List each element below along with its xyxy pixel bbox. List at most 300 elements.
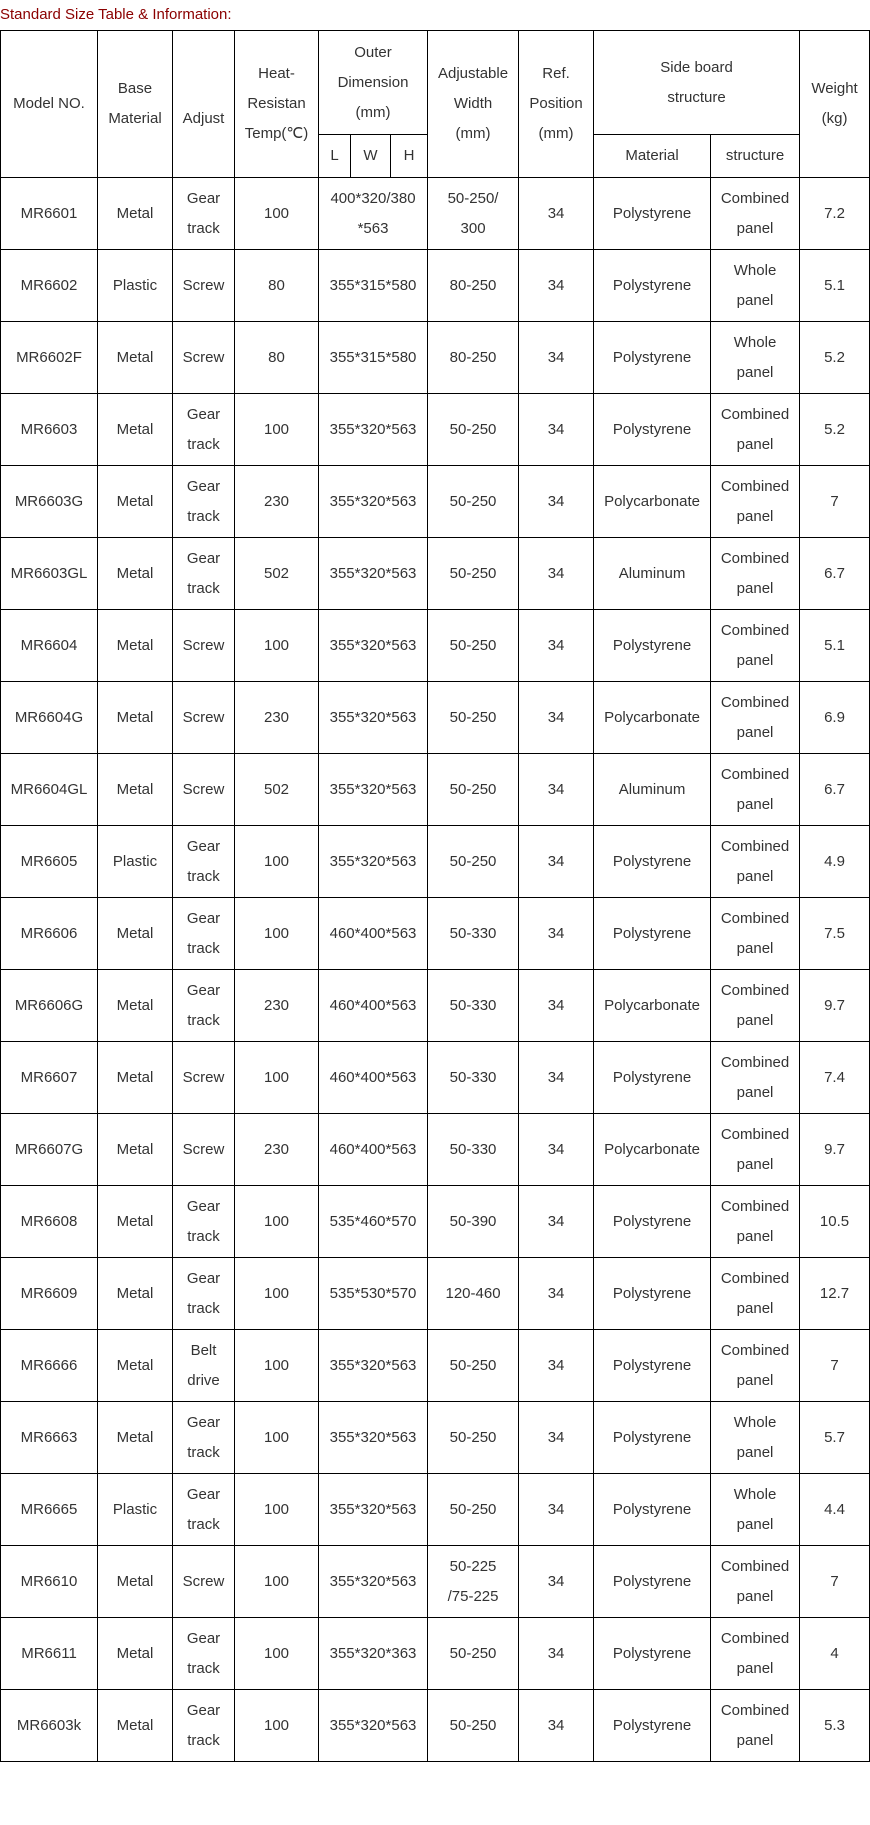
side-material-cell (594, 898, 711, 970)
adjust-line1: Gear (186, 1701, 221, 1719)
side-structure-cell (711, 1186, 800, 1258)
ref-position: 34 (547, 1356, 565, 1374)
header-adjust (173, 31, 235, 178)
heat-temp-cell (235, 466, 319, 538)
table-row (1, 1042, 870, 1114)
outer-dimension-line1: 355*320*563 (329, 420, 417, 438)
adjust-cell (173, 1474, 235, 1546)
heat-temp-cell (235, 1330, 319, 1402)
base-material: Metal (116, 1716, 154, 1734)
model-number: MR6609 (20, 1284, 78, 1302)
header-ref-position (519, 31, 594, 178)
outer-dimension-line1: 535*530*570 (329, 1284, 417, 1302)
base-material-cell (98, 178, 173, 250)
base-material: Metal (116, 924, 154, 942)
side-material-cell (594, 1186, 711, 1258)
outer-dimension-cell (319, 322, 428, 394)
heat-temp: 100 (263, 636, 290, 654)
side-structure-cell (711, 178, 800, 250)
ref-position-cell (519, 610, 594, 682)
side-structure-line1: Combined (720, 981, 790, 999)
adjust-line2: track (187, 1443, 220, 1461)
model-number-cell (1, 1618, 98, 1690)
ref-position-cell (519, 898, 594, 970)
side-structure-line2: panel (736, 1083, 774, 1101)
adjust-line1: Gear (186, 1197, 221, 1215)
ref-position: 34 (547, 276, 565, 294)
side-structure-cell (711, 1330, 800, 1402)
model-number: MR6601 (20, 204, 78, 222)
ref-position-cell (519, 1186, 594, 1258)
weight: 7.5 (824, 924, 845, 942)
outer-dimension-line1: 460*400*563 (329, 1140, 417, 1158)
adjust-line1: Screw (182, 276, 225, 294)
side-structure-line2: panel (736, 435, 774, 453)
adjustable-width-line1: 50-330 (449, 1140, 497, 1158)
header-width-line1: Adjustable (438, 65, 509, 82)
model-number: MR6607G (14, 1140, 84, 1158)
heat-temp: 230 (263, 708, 290, 726)
side-material: Polystyrene (612, 1356, 692, 1374)
weight-cell (800, 1186, 870, 1258)
base-material-cell (98, 898, 173, 970)
side-structure-cell (711, 610, 800, 682)
heat-temp-cell (235, 394, 319, 466)
heat-temp-cell (235, 1186, 319, 1258)
side-structure-line1: Whole (733, 261, 777, 279)
size-table (0, 30, 870, 1762)
header-base-material (98, 31, 173, 178)
adjust-line1: Screw (182, 636, 225, 654)
adjustable-width-line1: 50-225 (449, 1557, 497, 1575)
adjustable-width-line2: /75-225 (447, 1587, 499, 1605)
adjustable-width-line1: 80-250 (449, 348, 497, 366)
weight: 5.2 (824, 420, 845, 438)
adjust-line1: Gear (186, 1413, 221, 1431)
side-structure-cell (711, 538, 800, 610)
header-dim-l: L (319, 135, 351, 178)
outer-dimension-line1: 355*320*363 (329, 1644, 417, 1662)
side-structure-line2: panel (736, 1659, 774, 1677)
header-outer-dimension (319, 31, 428, 135)
side-structure-line2: panel (736, 1443, 774, 1461)
base-material-cell (98, 538, 173, 610)
weight: 12.7 (819, 1284, 850, 1302)
side-material: Aluminum (618, 780, 686, 798)
outer-dimension-line1: 355*320*563 (329, 492, 417, 510)
side-structure-line2: panel (736, 1731, 774, 1749)
header-side-structure: structure (711, 135, 800, 178)
weight-cell (800, 970, 870, 1042)
table-row (1, 1474, 870, 1546)
weight: 9.7 (824, 1140, 845, 1158)
header-heat-temp (235, 31, 319, 178)
heat-temp: 230 (263, 492, 290, 510)
weight: 7.2 (824, 204, 845, 222)
base-material: Metal (116, 636, 154, 654)
side-structure-line1: Combined (720, 909, 790, 927)
side-material-cell (594, 322, 711, 394)
heat-temp-cell (235, 1258, 319, 1330)
heat-temp: 100 (263, 420, 290, 438)
side-structure-cell (711, 394, 800, 466)
adjustable-width-cell (428, 754, 519, 826)
base-material-cell (98, 1690, 173, 1762)
heat-temp: 100 (263, 1284, 290, 1302)
side-structure-line2: panel (736, 1515, 774, 1533)
table-row (1, 1402, 870, 1474)
table-row (1, 322, 870, 394)
adjustable-width-cell (428, 538, 519, 610)
ref-position: 34 (547, 564, 565, 582)
weight-cell (800, 682, 870, 754)
outer-dimension-line1: 460*400*563 (329, 924, 417, 942)
side-structure-line2: panel (736, 795, 774, 813)
model-number-cell (1, 1114, 98, 1186)
ref-position: 34 (547, 852, 565, 870)
heat-temp: 100 (263, 204, 290, 222)
adjust-cell (173, 178, 235, 250)
outer-dimension-line1: 460*400*563 (329, 996, 417, 1014)
model-number: MR6663 (20, 1428, 78, 1446)
outer-dimension-cell (319, 250, 428, 322)
side-structure-line1: Combined (720, 1701, 790, 1719)
adjustable-width-cell (428, 1690, 519, 1762)
model-number: MR6610 (20, 1572, 78, 1590)
ref-position: 34 (547, 780, 565, 798)
base-material: Metal (116, 1284, 154, 1302)
ref-position-cell (519, 826, 594, 898)
ref-position: 34 (547, 1212, 565, 1230)
adjust-cell (173, 1114, 235, 1186)
adjust-cell (173, 466, 235, 538)
model-number-cell (1, 322, 98, 394)
adjustable-width-cell (428, 826, 519, 898)
ref-position-cell (519, 1042, 594, 1114)
side-material: Polystyrene (612, 1428, 692, 1446)
base-material: Metal (116, 1428, 154, 1446)
base-material: Metal (116, 420, 154, 438)
weight: 7 (830, 1356, 839, 1374)
side-material: Polystyrene (612, 420, 692, 438)
model-number-cell (1, 970, 98, 1042)
header-ref-line1: Ref. (542, 65, 570, 82)
base-material-cell (98, 1258, 173, 1330)
model-number-cell (1, 1258, 98, 1330)
ref-position: 34 (547, 1140, 565, 1158)
adjustable-width-line1: 50-250 (449, 636, 497, 654)
adjust-line2: track (187, 435, 220, 453)
weight-cell (800, 1258, 870, 1330)
outer-dimension-line2: *563 (357, 219, 389, 237)
adjustable-width-cell (428, 394, 519, 466)
heat-temp: 100 (263, 1572, 290, 1590)
side-material-cell (594, 826, 711, 898)
base-material-cell (98, 1114, 173, 1186)
weight: 5.1 (824, 636, 845, 654)
side-material: Polystyrene (612, 636, 692, 654)
side-structure-cell (711, 250, 800, 322)
outer-dimension-line1: 355*320*563 (329, 708, 417, 726)
ref-position: 34 (547, 1644, 565, 1662)
adjustable-width-line1: 50-250 (449, 1500, 497, 1518)
base-material-cell (98, 754, 173, 826)
weight: 5.7 (824, 1428, 845, 1446)
table-row (1, 1546, 870, 1618)
side-material-cell (594, 1690, 711, 1762)
side-structure-line2: panel (736, 507, 774, 525)
base-material: Plastic (112, 276, 158, 294)
page-title: Standard Size Table & Information: (0, 6, 232, 23)
table-row (1, 754, 870, 826)
base-material: Metal (116, 996, 154, 1014)
adjustable-width-cell (428, 250, 519, 322)
ref-position-cell (519, 322, 594, 394)
base-material-cell (98, 1042, 173, 1114)
base-material-cell (98, 1402, 173, 1474)
heat-temp-cell (235, 898, 319, 970)
side-material-cell (594, 1114, 711, 1186)
outer-dimension-cell (319, 1402, 428, 1474)
heat-temp-cell (235, 754, 319, 826)
outer-dimension-cell (319, 1546, 428, 1618)
adjust-cell (173, 1330, 235, 1402)
ref-position: 34 (547, 204, 565, 222)
model-number-cell (1, 250, 98, 322)
ref-position: 34 (547, 1428, 565, 1446)
model-number: MR6607 (20, 1068, 78, 1086)
adjustable-width-line1: 50-250 (449, 1428, 497, 1446)
model-number: MR6604 (20, 636, 78, 654)
weight-cell (800, 1474, 870, 1546)
adjust-cell (173, 682, 235, 754)
model-number: MR6606G (14, 996, 84, 1014)
header-width-line2: Width (453, 95, 493, 112)
heat-temp: 100 (263, 1716, 290, 1734)
outer-dimension-cell (319, 1186, 428, 1258)
side-structure-cell (711, 1618, 800, 1690)
outer-dimension-cell (319, 1690, 428, 1762)
base-material: Metal (116, 1212, 154, 1230)
weight-cell (800, 826, 870, 898)
base-material-cell (98, 322, 173, 394)
side-structure-line1: Combined (720, 621, 790, 639)
side-material-cell (594, 394, 711, 466)
weight: 9.7 (824, 996, 845, 1014)
adjust-line1: Gear (186, 405, 221, 423)
ref-position-cell (519, 250, 594, 322)
ref-position-cell (519, 1474, 594, 1546)
weight: 6.7 (824, 780, 845, 798)
adjustable-width-cell (428, 466, 519, 538)
side-material: Polystyrene (612, 348, 692, 366)
heat-temp: 230 (263, 996, 290, 1014)
weight: 6.9 (824, 708, 845, 726)
outer-dimension-line1: 355*320*563 (329, 780, 417, 798)
side-structure-line1: Combined (720, 1341, 790, 1359)
model-number-cell (1, 394, 98, 466)
side-structure-line1: Whole (733, 1485, 777, 1503)
weight-cell (800, 466, 870, 538)
ref-position-cell (519, 1402, 594, 1474)
side-material: Polycarbonate (604, 1140, 700, 1158)
model-number-cell (1, 682, 98, 754)
outer-dimension-line1: 355*315*580 (329, 276, 417, 294)
base-material-cell (98, 1618, 173, 1690)
adjustable-width-cell (428, 178, 519, 250)
heat-temp: 100 (263, 924, 290, 942)
model-number: MR6603G (14, 492, 84, 510)
weight-cell (800, 322, 870, 394)
weight: 5.3 (824, 1716, 845, 1734)
side-structure-cell (711, 322, 800, 394)
ref-position: 34 (547, 1716, 565, 1734)
adjust-cell (173, 1186, 235, 1258)
outer-dimension-cell (319, 1114, 428, 1186)
adjust-line2: track (187, 1515, 220, 1533)
model-number-cell (1, 826, 98, 898)
adjust-line2: drive (187, 1371, 220, 1389)
heat-temp-cell (235, 538, 319, 610)
side-material-cell (594, 178, 711, 250)
table-row (1, 1114, 870, 1186)
side-structure-line2: panel (736, 939, 774, 957)
header-dim-h: H (391, 135, 428, 178)
adjust-line2: track (187, 579, 220, 597)
header-side-line2: structure (667, 88, 726, 106)
side-material-cell (594, 1546, 711, 1618)
base-material-cell (98, 682, 173, 754)
outer-dimension-cell (319, 1258, 428, 1330)
heat-temp-cell (235, 1618, 319, 1690)
outer-dimension-cell (319, 970, 428, 1042)
side-material: Polystyrene (612, 1572, 692, 1590)
ref-position-cell (519, 538, 594, 610)
side-material: Polystyrene (612, 1284, 692, 1302)
adjust-line1: Screw (182, 1068, 225, 1086)
adjustable-width-cell (428, 682, 519, 754)
header-adjustable-width (428, 31, 519, 178)
header-model (1, 31, 98, 178)
ref-position: 34 (547, 996, 565, 1014)
base-material-cell (98, 1546, 173, 1618)
outer-dimension-line1: 460*400*563 (329, 1068, 417, 1086)
weight: 6.7 (824, 564, 845, 582)
base-material: Metal (116, 1140, 154, 1158)
weight: 5.1 (824, 276, 845, 294)
base-material-cell (98, 1330, 173, 1402)
adjustable-width-line2: 300 (460, 219, 486, 237)
side-material: Polystyrene (612, 1500, 692, 1518)
side-structure-cell (711, 1042, 800, 1114)
adjustable-width-cell (428, 1546, 519, 1618)
outer-dimension-cell (319, 1474, 428, 1546)
side-material: Polycarbonate (604, 996, 700, 1014)
model-number-cell (1, 178, 98, 250)
table-row (1, 250, 870, 322)
side-material-cell (594, 1618, 711, 1690)
side-material: Polycarbonate (604, 492, 700, 510)
outer-dimension-line1: 355*320*563 (329, 1428, 417, 1446)
side-structure-line2: panel (736, 1155, 774, 1173)
outer-dimension-cell (319, 898, 428, 970)
base-material-cell (98, 970, 173, 1042)
base-material: Metal (116, 1572, 154, 1590)
side-material: Polystyrene (612, 204, 692, 222)
adjust-line1: Gear (186, 837, 221, 855)
adjustable-width-line1: 50-250 (449, 1644, 497, 1662)
heat-temp-cell (235, 610, 319, 682)
adjust-cell (173, 1690, 235, 1762)
outer-dimension-cell (319, 610, 428, 682)
side-material: Polystyrene (612, 1068, 692, 1086)
outer-dimension-cell (319, 394, 428, 466)
model-number: MR6603k (16, 1716, 82, 1734)
heat-temp: 502 (263, 780, 290, 798)
model-number: MR6608 (20, 1212, 78, 1230)
heat-temp: 80 (268, 276, 285, 294)
model-number: MR6605 (20, 852, 78, 870)
adjust-cell (173, 1618, 235, 1690)
side-material-cell (594, 538, 711, 610)
side-structure-line2: panel (736, 723, 774, 741)
model-number: MR6604GL (10, 780, 88, 798)
side-structure-line1: Whole (733, 333, 777, 351)
adjustable-width-line1: 50-390 (449, 1212, 497, 1230)
adjust-line1: Screw (182, 780, 225, 798)
base-material-cell (98, 250, 173, 322)
weight-cell (800, 1402, 870, 1474)
model-number: MR6602F (16, 348, 82, 366)
weight-cell (800, 178, 870, 250)
model-number-cell (1, 1690, 98, 1762)
ref-position-cell (519, 1546, 594, 1618)
adjustable-width-cell (428, 1114, 519, 1186)
side-material: Polycarbonate (604, 708, 700, 726)
heat-temp: 100 (263, 1068, 290, 1086)
adjust-cell (173, 754, 235, 826)
adjustable-width-cell (428, 322, 519, 394)
outer-dimension-line1: 355*320*563 (329, 1500, 417, 1518)
adjustable-width-line1: 50-250 (449, 780, 497, 798)
header-heat-line2: Resistan (247, 95, 306, 112)
side-structure-line2: panel (736, 579, 774, 597)
base-material-cell (98, 610, 173, 682)
side-structure-cell (711, 826, 800, 898)
base-material: Metal (116, 1068, 154, 1086)
weight-cell (800, 250, 870, 322)
base-material: Metal (116, 1356, 154, 1374)
header-outer-line3: (mm) (355, 103, 391, 121)
table-body (1, 178, 870, 1762)
adjustable-width-line1: 50-250 (449, 420, 497, 438)
adjust-line1: Gear (186, 477, 221, 495)
table-row (1, 178, 870, 250)
heat-temp-cell (235, 1114, 319, 1186)
side-material-cell (594, 1258, 711, 1330)
side-structure-cell (711, 970, 800, 1042)
ref-position-cell (519, 754, 594, 826)
side-structure-cell (711, 1690, 800, 1762)
weight: 5.2 (824, 348, 845, 366)
outer-dimension-cell (319, 538, 428, 610)
header-ref-line2: Position (529, 95, 583, 112)
adjustable-width-line1: 50-250 (449, 708, 497, 726)
adjust-cell (173, 1042, 235, 1114)
ref-position-cell (519, 178, 594, 250)
weight-cell (800, 898, 870, 970)
side-structure-line2: panel (736, 1587, 774, 1605)
